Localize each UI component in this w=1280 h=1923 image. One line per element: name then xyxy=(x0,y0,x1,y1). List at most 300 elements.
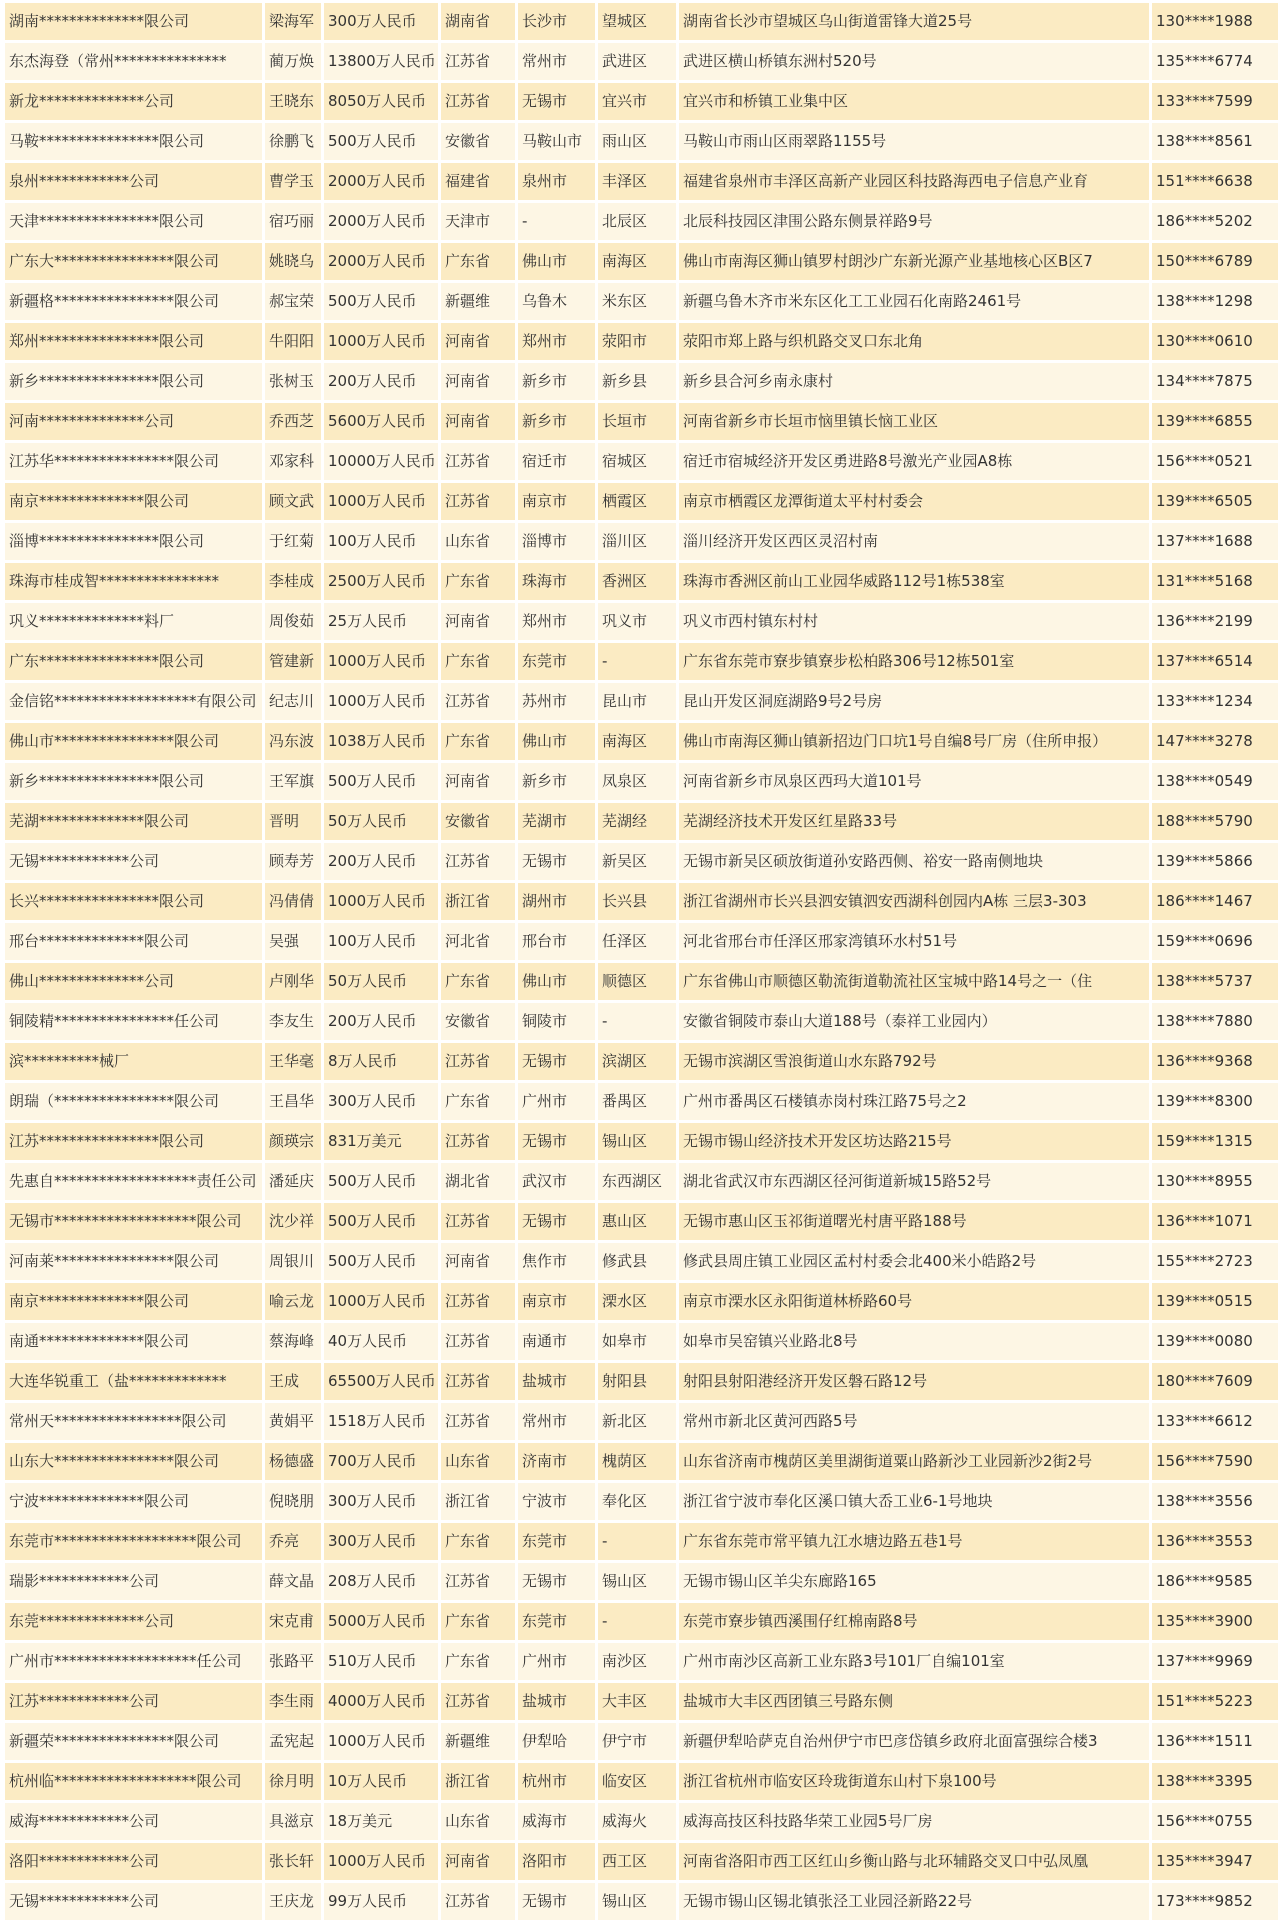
legal-rep-cell: 孟宪起 xyxy=(265,1723,321,1760)
district-cell: 巩义市 xyxy=(598,603,676,640)
company-name-cell: 广州市*******************任公司 xyxy=(5,1643,262,1680)
company-name-cell: 泉州************公司 xyxy=(5,163,262,200)
registered-capital-cell: 8050万人民币 xyxy=(324,83,438,120)
company-name-cell: 朗瑞（****************限公司 xyxy=(5,1083,262,1120)
registered-capital-cell: 65500万人民币 xyxy=(324,1363,438,1400)
district-cell: 宜兴市 xyxy=(598,83,676,120)
registered-capital-cell: 1000万人民币 xyxy=(324,1723,438,1760)
address-cell: 珠海市香洲区前山工业园华威路112号1栋538室 xyxy=(679,563,1149,600)
registered-capital-cell: 1000万人民币 xyxy=(324,643,438,680)
address-cell: 盐城市大丰区西团镇三号路东侧 xyxy=(679,1683,1149,1720)
phone-cell: 186****9585 xyxy=(1152,1563,1278,1600)
province-cell: 广东省 xyxy=(441,643,515,680)
city-cell: 常州市 xyxy=(518,1403,595,1440)
province-cell: 广东省 xyxy=(441,243,515,280)
district-cell: 香洲区 xyxy=(598,563,676,600)
legal-rep-cell: 晋明 xyxy=(265,803,321,840)
table-row xyxy=(5,123,1278,160)
table-row xyxy=(5,523,1278,560)
province-cell: 河南省 xyxy=(441,363,515,400)
company-table-container xyxy=(5,3,1277,1920)
table-row xyxy=(5,1323,1278,1360)
phone-cell: 131****5168 xyxy=(1152,563,1278,600)
phone-cell: 180****7609 xyxy=(1152,1363,1278,1400)
district-cell: - xyxy=(598,1603,676,1640)
registered-capital-cell: 10万人民币 xyxy=(324,1763,438,1800)
city-cell: 郑州市 xyxy=(518,603,595,640)
address-cell: 无锡市锡山经济技术开发区坊达路215号 xyxy=(679,1123,1149,1160)
province-cell: 江苏省 xyxy=(441,1683,515,1720)
province-cell: 河南省 xyxy=(441,1843,515,1880)
phone-cell: 139****5866 xyxy=(1152,843,1278,880)
province-cell: 江苏省 xyxy=(441,1563,515,1600)
legal-rep-cell: 乔西芝 xyxy=(265,403,321,440)
district-cell: 奉化区 xyxy=(598,1483,676,1520)
province-cell: 广东省 xyxy=(441,723,515,760)
phone-cell: 137****9969 xyxy=(1152,1643,1278,1680)
city-cell: 新乡市 xyxy=(518,763,595,800)
district-cell: - xyxy=(598,643,676,680)
legal-rep-cell: 倪晓朋 xyxy=(265,1483,321,1520)
phone-cell: 133****1234 xyxy=(1152,683,1278,720)
phone-cell: 156****0755 xyxy=(1152,1803,1278,1840)
company-name-cell: 河南**************公司 xyxy=(5,403,262,440)
legal-rep-cell: 吴强 xyxy=(265,923,321,960)
province-cell: 广东省 xyxy=(441,1643,515,1680)
legal-rep-cell: 曹学玉 xyxy=(265,163,321,200)
province-cell: 安徽省 xyxy=(441,123,515,160)
city-cell: 佛山市 xyxy=(518,963,595,1000)
address-cell: 湖北省武汉市东西湖区径河街道新城15路52号 xyxy=(679,1163,1149,1200)
district-cell: 凤泉区 xyxy=(598,763,676,800)
province-cell: 山东省 xyxy=(441,1443,515,1480)
city-cell: 佛山市 xyxy=(518,243,595,280)
address-cell: 射阳县射阳港经济开发区磐石路12号 xyxy=(679,1363,1149,1400)
address-cell: 河南省洛阳市西工区红山乡衡山路与北环辅路交叉口中弘凤凰 xyxy=(679,1843,1149,1880)
address-cell: 淄川经济开发区西区灵沼村南 xyxy=(679,523,1149,560)
legal-rep-cell: 于红菊 xyxy=(265,523,321,560)
province-cell: 江苏省 xyxy=(441,1403,515,1440)
table-row xyxy=(5,403,1278,440)
table-row xyxy=(5,243,1278,280)
table-row xyxy=(5,1843,1278,1880)
legal-rep-cell: 姚晓乌 xyxy=(265,243,321,280)
phone-cell: 139****0515 xyxy=(1152,1283,1278,1320)
legal-rep-cell: 李桂成 xyxy=(265,563,321,600)
table-row xyxy=(5,1803,1278,1840)
district-cell: 长垣市 xyxy=(598,403,676,440)
table-row xyxy=(5,963,1278,1000)
address-cell: 新疆乌鲁木齐市米东区化工工业园石化南路2461号 xyxy=(679,283,1149,320)
district-cell: 望城区 xyxy=(598,3,676,40)
registered-capital-cell: 1518万人民币 xyxy=(324,1403,438,1440)
company-name-cell: 佛山**************公司 xyxy=(5,963,262,1000)
company-name-cell: 瑞影************公司 xyxy=(5,1563,262,1600)
table-row xyxy=(5,1523,1278,1560)
phone-cell: 155****2723 xyxy=(1152,1243,1278,1280)
table-row xyxy=(5,1123,1278,1160)
address-cell: 佛山市南海区狮山镇罗村朗沙广东新光源产业基地核心区B区7 xyxy=(679,243,1149,280)
phone-cell: 136****9368 xyxy=(1152,1043,1278,1080)
registered-capital-cell: 500万人民币 xyxy=(324,123,438,160)
table-row xyxy=(5,83,1278,120)
city-cell: 铜陵市 xyxy=(518,1003,595,1040)
company-name-cell: 巩义**************料厂 xyxy=(5,603,262,640)
legal-rep-cell: 颜瑛宗 xyxy=(265,1123,321,1160)
district-cell: 顺德区 xyxy=(598,963,676,1000)
registered-capital-cell: 300万人民币 xyxy=(324,1483,438,1520)
address-cell: 马鞍山市雨山区雨翠路1155号 xyxy=(679,123,1149,160)
district-cell: 临安区 xyxy=(598,1763,676,1800)
table-row xyxy=(5,1563,1278,1600)
city-cell: 无锡市 xyxy=(518,1203,595,1240)
district-cell: 南海区 xyxy=(598,723,676,760)
company-name-cell: 邢台**************限公司 xyxy=(5,923,262,960)
legal-rep-cell: 具滋京 xyxy=(265,1803,321,1840)
legal-rep-cell: 蔺万焕 xyxy=(265,43,321,80)
company-name-cell: 芜湖**************限公司 xyxy=(5,803,262,840)
province-cell: 山东省 xyxy=(441,523,515,560)
province-cell: 河南省 xyxy=(441,323,515,360)
registered-capital-cell: 40万人民币 xyxy=(324,1323,438,1360)
legal-rep-cell: 沈少祥 xyxy=(265,1203,321,1240)
province-cell: 福建省 xyxy=(441,163,515,200)
city-cell: 东莞市 xyxy=(518,1523,595,1560)
phone-cell: 137****6514 xyxy=(1152,643,1278,680)
phone-cell: 135****3947 xyxy=(1152,1843,1278,1880)
district-cell: 雨山区 xyxy=(598,123,676,160)
district-cell: 东西湖区 xyxy=(598,1163,676,1200)
legal-rep-cell: 李友生 xyxy=(265,1003,321,1040)
city-cell: 洛阳市 xyxy=(518,1843,595,1880)
province-cell: 河南省 xyxy=(441,763,515,800)
address-cell: 安徽省铜陵市泰山大道188号（泰祥工业园内） xyxy=(679,1003,1149,1040)
province-cell: 江苏省 xyxy=(441,843,515,880)
phone-cell: 139****6855 xyxy=(1152,403,1278,440)
legal-rep-cell: 张树玉 xyxy=(265,363,321,400)
district-cell: 新吴区 xyxy=(598,843,676,880)
company-name-cell: 滨**********械厂 xyxy=(5,1043,262,1080)
registered-capital-cell: 2000万人民币 xyxy=(324,163,438,200)
district-cell: - xyxy=(598,1003,676,1040)
table-row xyxy=(5,1283,1278,1320)
phone-cell: 138****8561 xyxy=(1152,123,1278,160)
city-cell: 东莞市 xyxy=(518,1603,595,1640)
legal-rep-cell: 王晓东 xyxy=(265,83,321,120)
company-name-cell: 河南莱****************限公司 xyxy=(5,1243,262,1280)
company-name-cell: 无锡************公司 xyxy=(5,843,262,880)
phone-cell: 138****3395 xyxy=(1152,1763,1278,1800)
table-row xyxy=(5,1363,1278,1400)
province-cell: 新疆维 xyxy=(441,283,515,320)
table-row xyxy=(5,1243,1278,1280)
province-cell: 湖南省 xyxy=(441,3,515,40)
company-name-cell: 江苏华****************限公司 xyxy=(5,443,262,480)
phone-cell: 136****1071 xyxy=(1152,1203,1278,1240)
city-cell: 新乡市 xyxy=(518,363,595,400)
table-row xyxy=(5,843,1278,880)
province-cell: 江苏省 xyxy=(441,1283,515,1320)
address-cell: 北辰科技园区津围公路东侧景祥路9号 xyxy=(679,203,1149,240)
table-row xyxy=(5,323,1278,360)
address-cell: 河北省邢台市任泽区邢家湾镇环水村51号 xyxy=(679,923,1149,960)
company-name-cell: 南通**************限公司 xyxy=(5,1323,262,1360)
company-name-cell: 杭州临*******************限公司 xyxy=(5,1763,262,1800)
address-cell: 广州市番禺区石楼镇赤岗村珠江路75号之2 xyxy=(679,1083,1149,1120)
company-name-cell: 江苏************公司 xyxy=(5,1683,262,1720)
province-cell: 广东省 xyxy=(441,963,515,1000)
address-cell: 南京市栖霞区龙潭街道太平村村委会 xyxy=(679,483,1149,520)
address-cell: 河南省新乡市长垣市恼里镇长恼工业区 xyxy=(679,403,1149,440)
city-cell: 邢台市 xyxy=(518,923,595,960)
district-cell: 槐荫区 xyxy=(598,1443,676,1480)
company-name-cell: 威海************公司 xyxy=(5,1803,262,1840)
registered-capital-cell: 5600万人民币 xyxy=(324,403,438,440)
address-cell: 无锡市锡山区锡北镇张泾工业园泾新路22号 xyxy=(679,1883,1149,1920)
district-cell: 昆山市 xyxy=(598,683,676,720)
address-cell: 巩义市西村镇东村村 xyxy=(679,603,1149,640)
legal-rep-cell: 王庆龙 xyxy=(265,1883,321,1920)
province-cell: 浙江省 xyxy=(441,1483,515,1520)
table-row xyxy=(5,43,1278,80)
table-row xyxy=(5,1163,1278,1200)
legal-rep-cell: 纪志川 xyxy=(265,683,321,720)
company-name-cell: 铜陵精****************任公司 xyxy=(5,1003,262,1040)
city-cell: 盐城市 xyxy=(518,1683,595,1720)
table-row xyxy=(5,203,1278,240)
address-cell: 山东省济南市槐荫区美里湖街道粟山路新沙工业园新沙2街2号 xyxy=(679,1443,1149,1480)
legal-rep-cell: 蔡海峰 xyxy=(265,1323,321,1360)
province-cell: 江苏省 xyxy=(441,1323,515,1360)
district-cell: 修武县 xyxy=(598,1243,676,1280)
province-cell: 安徽省 xyxy=(441,1003,515,1040)
district-cell: 大丰区 xyxy=(598,1683,676,1720)
district-cell: 北辰区 xyxy=(598,203,676,240)
legal-rep-cell: 王华毫 xyxy=(265,1043,321,1080)
city-cell: 苏州市 xyxy=(518,683,595,720)
address-cell: 广东省东莞市常平镇九江水塘边路五巷1号 xyxy=(679,1523,1149,1560)
table-row xyxy=(5,1723,1278,1760)
registered-capital-cell: 10000万人民币 xyxy=(324,443,438,480)
district-cell: 番禺区 xyxy=(598,1083,676,1120)
city-cell: 东莞市 xyxy=(518,643,595,680)
phone-cell: 138****3556 xyxy=(1152,1483,1278,1520)
province-cell: 河南省 xyxy=(441,403,515,440)
phone-cell: 156****7590 xyxy=(1152,1443,1278,1480)
company-name-cell: 新疆格****************限公司 xyxy=(5,283,262,320)
table-row xyxy=(5,563,1278,600)
address-cell: 无锡市新吴区硕放街道孙安路西侧、裕安一路南侧地块 xyxy=(679,843,1149,880)
company-name-cell: 新疆荣****************限公司 xyxy=(5,1723,262,1760)
registered-capital-cell: 831万美元 xyxy=(324,1123,438,1160)
city-cell: 佛山市 xyxy=(518,723,595,760)
table-row xyxy=(5,1883,1278,1920)
registered-capital-cell: 8万人民币 xyxy=(324,1043,438,1080)
city-cell: 泉州市 xyxy=(518,163,595,200)
company-name-cell: 淄博****************限公司 xyxy=(5,523,262,560)
city-cell: 南京市 xyxy=(518,483,595,520)
phone-cell: 138****1298 xyxy=(1152,283,1278,320)
legal-rep-cell: 周俊茹 xyxy=(265,603,321,640)
registered-capital-cell: 500万人民币 xyxy=(324,1203,438,1240)
registered-capital-cell: 100万人民币 xyxy=(324,923,438,960)
company-name-cell: 新乡****************限公司 xyxy=(5,763,262,800)
address-cell: 广州市南沙区高新工业东路3号101厂自编101室 xyxy=(679,1643,1149,1680)
table-row xyxy=(5,1603,1278,1640)
province-cell: 广东省 xyxy=(441,563,515,600)
province-cell: 浙江省 xyxy=(441,1763,515,1800)
table-row xyxy=(5,1003,1278,1040)
province-cell: 江苏省 xyxy=(441,43,515,80)
district-cell: 惠山区 xyxy=(598,1203,676,1240)
table-row xyxy=(5,1083,1278,1120)
city-cell: 宁波市 xyxy=(518,1483,595,1520)
registered-capital-cell: 200万人民币 xyxy=(324,1003,438,1040)
registered-capital-cell: 510万人民币 xyxy=(324,1643,438,1680)
legal-rep-cell: 王成 xyxy=(265,1363,321,1400)
address-cell: 佛山市南海区狮山镇新招边门口坑1号自编8号厂房（住所申报） xyxy=(679,723,1149,760)
city-cell: 马鞍山市 xyxy=(518,123,595,160)
phone-cell: 156****0521 xyxy=(1152,443,1278,480)
registered-capital-cell: 99万人民币 xyxy=(324,1883,438,1920)
city-cell: 乌鲁木 xyxy=(518,283,595,320)
phone-cell: 133****6612 xyxy=(1152,1403,1278,1440)
district-cell: 新乡县 xyxy=(598,363,676,400)
address-cell: 新疆伊犁哈萨克自治州伊宁市巴彦岱镇乡政府北面富强综合楼3 xyxy=(679,1723,1149,1760)
province-cell: 河南省 xyxy=(441,1243,515,1280)
legal-rep-cell: 宋克甫 xyxy=(265,1603,321,1640)
city-cell: - xyxy=(518,203,595,240)
city-cell: 珠海市 xyxy=(518,563,595,600)
address-cell: 威海高技区科技路华荣工业园5号厂房 xyxy=(679,1803,1149,1840)
table-row xyxy=(5,363,1278,400)
table-row xyxy=(5,1403,1278,1440)
district-cell: 米东区 xyxy=(598,283,676,320)
district-cell: 伊宁市 xyxy=(598,1723,676,1760)
city-cell: 无锡市 xyxy=(518,83,595,120)
province-cell: 江苏省 xyxy=(441,1883,515,1920)
phone-cell: 133****7599 xyxy=(1152,83,1278,120)
company-name-cell: 郑州****************限公司 xyxy=(5,323,262,360)
district-cell: - xyxy=(598,1523,676,1560)
city-cell: 武汉市 xyxy=(518,1163,595,1200)
company-name-cell: 新龙**************公司 xyxy=(5,83,262,120)
table-row xyxy=(5,1643,1278,1680)
phone-cell: 150****6789 xyxy=(1152,243,1278,280)
table-row xyxy=(5,443,1278,480)
registered-capital-cell: 500万人民币 xyxy=(324,283,438,320)
city-cell: 南通市 xyxy=(518,1323,595,1360)
legal-rep-cell: 牛阳阳 xyxy=(265,323,321,360)
address-cell: 河南省新乡市凤泉区西玛大道101号 xyxy=(679,763,1149,800)
phone-cell: 139****6505 xyxy=(1152,483,1278,520)
city-cell: 宿迁市 xyxy=(518,443,595,480)
phone-cell: 139****8300 xyxy=(1152,1083,1278,1120)
legal-rep-cell: 邓家科 xyxy=(265,443,321,480)
legal-rep-cell: 冯东波 xyxy=(265,723,321,760)
city-cell: 杭州市 xyxy=(518,1763,595,1800)
address-cell: 常州市新北区黄河西路5号 xyxy=(679,1403,1149,1440)
district-cell: 芜湖经 xyxy=(598,803,676,840)
province-cell: 江苏省 xyxy=(441,483,515,520)
company-table xyxy=(2,0,1280,1923)
company-name-cell: 江苏****************限公司 xyxy=(5,1123,262,1160)
company-name-cell: 先惠自*******************责任公司 xyxy=(5,1163,262,1200)
registered-capital-cell: 50万人民币 xyxy=(324,803,438,840)
district-cell: 丰泽区 xyxy=(598,163,676,200)
phone-cell: 138****0549 xyxy=(1152,763,1278,800)
registered-capital-cell: 1038万人民币 xyxy=(324,723,438,760)
company-name-cell: 马鞍****************限公司 xyxy=(5,123,262,160)
company-name-cell: 山东大****************限公司 xyxy=(5,1443,262,1480)
registered-capital-cell: 200万人民币 xyxy=(324,843,438,880)
company-name-cell: 无锡************公司 xyxy=(5,1883,262,1920)
table-row xyxy=(5,763,1278,800)
city-cell: 济南市 xyxy=(518,1443,595,1480)
address-cell: 广东省东莞市寮步镇寮步松柏路306号12栋501室 xyxy=(679,643,1149,680)
district-cell: 栖霞区 xyxy=(598,483,676,520)
table-row xyxy=(5,1763,1278,1800)
company-name-cell: 东杰海登（常州*************** xyxy=(5,43,262,80)
district-cell: 射阳县 xyxy=(598,1363,676,1400)
phone-cell: 130****8955 xyxy=(1152,1163,1278,1200)
phone-cell: 151****5223 xyxy=(1152,1683,1278,1720)
phone-cell: 138****5737 xyxy=(1152,963,1278,1000)
phone-cell: 138****7880 xyxy=(1152,1003,1278,1040)
province-cell: 新疆维 xyxy=(441,1723,515,1760)
city-cell: 南京市 xyxy=(518,1283,595,1320)
registered-capital-cell: 500万人民币 xyxy=(324,763,438,800)
province-cell: 浙江省 xyxy=(441,883,515,920)
address-cell: 无锡市滨湖区雪浪街道山水东路792号 xyxy=(679,1043,1149,1080)
legal-rep-cell: 卢刚华 xyxy=(265,963,321,1000)
city-cell: 淄博市 xyxy=(518,523,595,560)
city-cell: 无锡市 xyxy=(518,843,595,880)
company-name-cell: 广东****************限公司 xyxy=(5,643,262,680)
province-cell: 湖北省 xyxy=(441,1163,515,1200)
address-cell: 南京市溧水区永阳街道林桥路60号 xyxy=(679,1283,1149,1320)
table-row xyxy=(5,163,1278,200)
district-cell: 南海区 xyxy=(598,243,676,280)
district-cell: 新北区 xyxy=(598,1403,676,1440)
table-body xyxy=(5,3,1278,1920)
phone-cell: 130****0610 xyxy=(1152,323,1278,360)
registered-capital-cell: 1000万人民币 xyxy=(324,683,438,720)
city-cell: 新乡市 xyxy=(518,403,595,440)
address-cell: 福建省泉州市丰泽区高新产业园区科技路海西电子信息产业育 xyxy=(679,163,1149,200)
address-cell: 如皋市吴窑镇兴业路北8号 xyxy=(679,1323,1149,1360)
registered-capital-cell: 300万人民币 xyxy=(324,1523,438,1560)
phone-cell: 139****0080 xyxy=(1152,1323,1278,1360)
phone-cell: 135****6774 xyxy=(1152,43,1278,80)
registered-capital-cell: 500万人民币 xyxy=(324,1243,438,1280)
registered-capital-cell: 25万人民币 xyxy=(324,603,438,640)
legal-rep-cell: 喻云龙 xyxy=(265,1283,321,1320)
registered-capital-cell: 700万人民币 xyxy=(324,1443,438,1480)
city-cell: 无锡市 xyxy=(518,1043,595,1080)
address-cell: 荥阳市郑上路与织机路交叉口东北角 xyxy=(679,323,1149,360)
district-cell: 锡山区 xyxy=(598,1883,676,1920)
province-cell: 江苏省 xyxy=(441,1123,515,1160)
company-name-cell: 东莞**************公司 xyxy=(5,1603,262,1640)
legal-rep-cell: 李生雨 xyxy=(265,1683,321,1720)
table-row xyxy=(5,3,1278,40)
registered-capital-cell: 2000万人民币 xyxy=(324,243,438,280)
phone-cell: 188****5790 xyxy=(1152,803,1278,840)
table-row xyxy=(5,603,1278,640)
registered-capital-cell: 500万人民币 xyxy=(324,1163,438,1200)
registered-capital-cell: 200万人民币 xyxy=(324,363,438,400)
